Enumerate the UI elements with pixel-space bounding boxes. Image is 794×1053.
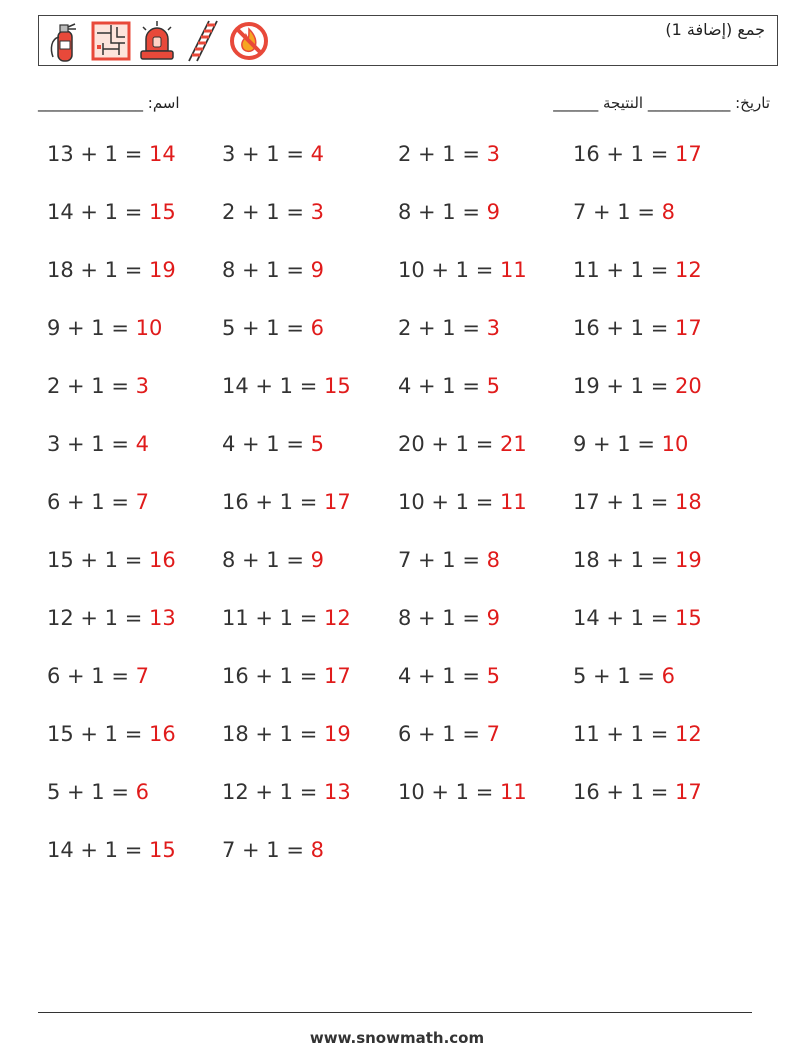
problem-row: [47, 664, 767, 722]
problem-cell: [222, 142, 324, 166]
problem-cell: [398, 780, 527, 804]
problem-cell: [47, 200, 176, 224]
problem-cell: [398, 142, 500, 166]
problem-answer: 6: [661, 664, 675, 688]
problem-expression: 6 + 1 =: [47, 664, 136, 688]
problem-cell: [222, 722, 351, 746]
problem-cell: [573, 374, 702, 398]
problem-answer: 11: [499, 780, 527, 804]
icon-strip: [45, 19, 269, 63]
problem-answer: 12: [674, 722, 702, 746]
problem-expression: 20 + 1 =: [398, 432, 500, 456]
footer-divider: [38, 1012, 752, 1013]
problem-expression: 10 + 1 =: [398, 258, 500, 282]
problem-answer: 9: [310, 548, 324, 572]
problem-answer: 17: [674, 780, 702, 804]
problem-expression: 15 + 1 =: [47, 548, 149, 572]
problem-cell: [573, 664, 675, 688]
problem-expression: 7 + 1 =: [573, 200, 662, 224]
problem-answer: 10: [135, 316, 163, 340]
problem-cell: [222, 374, 351, 398]
problem-answer: 3: [310, 200, 324, 224]
problem-answer: 19: [148, 258, 176, 282]
problem-expression: 16 + 1 =: [573, 142, 675, 166]
problem-answer: 15: [674, 606, 702, 630]
floor-plan-icon: [91, 19, 131, 63]
problem-answer: 13: [323, 780, 351, 804]
problem-expression: 7 + 1 =: [398, 548, 487, 572]
problem-answer: 14: [148, 142, 176, 166]
problem-expression: 16 + 1 =: [222, 664, 324, 688]
problem-row: [47, 722, 767, 780]
problem-cell: [398, 722, 500, 746]
problem-answer: 13: [148, 606, 176, 630]
problem-expression: 14 + 1 =: [222, 374, 324, 398]
problem-row: [47, 258, 767, 316]
date-score-field[interactable]: تاريخ: ___________ النتيجة ______: [553, 94, 770, 112]
problem-expression: 13 + 1 =: [47, 142, 149, 166]
problem-expression: 14 + 1 =: [47, 838, 149, 862]
problem-row: [47, 606, 767, 664]
problem-cell: [222, 200, 324, 224]
problem-answer: 12: [674, 258, 702, 282]
problem-answer: 9: [486, 200, 500, 224]
problem-answer: 17: [674, 142, 702, 166]
problem-cell: [573, 490, 702, 514]
problem-expression: 12 + 1 =: [222, 780, 324, 804]
problem-answer: 15: [148, 838, 176, 862]
problem-expression: 19 + 1 =: [573, 374, 675, 398]
problem-answer: 12: [323, 606, 351, 630]
problem-row: [47, 838, 767, 896]
problem-expression: 14 + 1 =: [47, 200, 149, 224]
problem-cell: [222, 258, 324, 282]
problem-answer: 5: [486, 664, 500, 688]
problem-expression: 14 + 1 =: [573, 606, 675, 630]
problem-cell: [398, 316, 500, 340]
problem-cell: [398, 200, 500, 224]
header-box: [38, 15, 778, 66]
problem-expression: 18 + 1 =: [573, 548, 675, 572]
problem-cell: [398, 374, 500, 398]
problem-expression: 9 + 1 =: [47, 316, 136, 340]
problem-expression: 16 + 1 =: [573, 316, 675, 340]
problem-expression: 5 + 1 =: [222, 316, 311, 340]
problem-row: [47, 200, 767, 258]
problem-expression: 11 + 1 =: [573, 722, 675, 746]
problem-expression: 16 + 1 =: [573, 780, 675, 804]
problem-cell: [573, 200, 675, 224]
problem-expression: 4 + 1 =: [222, 432, 311, 456]
problem-cell: [47, 316, 162, 340]
problem-expression: 2 + 1 =: [47, 374, 136, 398]
problem-expression: 12 + 1 =: [47, 606, 149, 630]
problem-cell: [47, 722, 176, 746]
problem-cell: [222, 490, 351, 514]
problem-expression: 4 + 1 =: [398, 664, 487, 688]
problem-answer: 5: [486, 374, 500, 398]
problem-expression: 9 + 1 =: [573, 432, 662, 456]
problem-answer: 7: [135, 490, 149, 514]
problem-answer: 9: [486, 606, 500, 630]
problem-answer: 17: [323, 490, 351, 514]
problem-expression: 17 + 1 =: [573, 490, 675, 514]
problem-row: [47, 548, 767, 606]
problem-expression: 10 + 1 =: [398, 780, 500, 804]
problem-answer: 8: [661, 200, 675, 224]
problem-expression: 16 + 1 =: [222, 490, 324, 514]
name-field[interactable]: اسم: ______________: [38, 94, 180, 112]
problem-answer: 8: [486, 548, 500, 572]
problem-answer: 16: [148, 722, 176, 746]
alarm-siren-icon: [137, 19, 177, 63]
problem-cell: [47, 490, 149, 514]
problem-expression: 7 + 1 =: [222, 838, 311, 862]
problem-cell: [398, 490, 527, 514]
problem-expression: 6 + 1 =: [47, 490, 136, 514]
problem-expression: 2 + 1 =: [222, 200, 311, 224]
problem-cell: [573, 722, 702, 746]
problem-answer: 21: [499, 432, 527, 456]
problem-answer: 3: [486, 142, 500, 166]
problem-cell: [47, 780, 149, 804]
problem-cell: [573, 142, 702, 166]
problem-cell: [222, 548, 324, 572]
problem-cell: [573, 258, 702, 282]
problem-expression: 18 + 1 =: [47, 258, 149, 282]
ladder-icon: [183, 19, 223, 63]
problem-expression: 18 + 1 =: [222, 722, 324, 746]
problem-answer: 5: [310, 432, 324, 456]
problem-answer: 11: [499, 258, 527, 282]
problem-expression: 6 + 1 =: [398, 722, 487, 746]
problem-expression: 5 + 1 =: [47, 780, 136, 804]
problem-answer: 19: [674, 548, 702, 572]
problem-answer: 6: [135, 780, 149, 804]
problem-cell: [573, 780, 702, 804]
problem-expression: 8 + 1 =: [222, 258, 311, 282]
problem-answer: 7: [486, 722, 500, 746]
problem-cell: [47, 664, 149, 688]
problem-answer: 20: [674, 374, 702, 398]
problem-answer: 11: [499, 490, 527, 514]
problem-answer: 15: [148, 200, 176, 224]
problem-row: [47, 432, 767, 490]
problem-answer: 18: [674, 490, 702, 514]
problem-answer: 10: [661, 432, 689, 456]
problem-answer: 3: [486, 316, 500, 340]
problem-expression: 11 + 1 =: [222, 606, 324, 630]
problem-answer: 6: [310, 316, 324, 340]
problem-answer: 7: [135, 664, 149, 688]
problem-cell: [222, 316, 324, 340]
problem-cell: [47, 374, 149, 398]
problem-expression: 3 + 1 =: [222, 142, 311, 166]
footer-site[interactable]: www.snowmath.com: [309, 1029, 485, 1047]
problem-answer: 4: [135, 432, 149, 456]
problem-answer: 9: [310, 258, 324, 282]
problem-answer: 3: [135, 374, 149, 398]
problem-answer: 19: [323, 722, 351, 746]
problem-row: [47, 780, 767, 838]
no-fire-icon: [229, 19, 269, 63]
problem-cell: [398, 432, 527, 456]
problem-cell: [47, 838, 176, 862]
problem-cell: [47, 606, 176, 630]
problem-row: [47, 490, 767, 548]
problem-expression: 8 + 1 =: [222, 548, 311, 572]
problem-expression: 3 + 1 =: [47, 432, 136, 456]
worksheet-title: جمع (إضافة 1): [665, 20, 765, 39]
problem-cell: [398, 606, 500, 630]
problem-cell: [573, 548, 702, 572]
problem-cell: [222, 606, 351, 630]
problem-cell: [398, 548, 500, 572]
problem-answer: 4: [310, 142, 324, 166]
problem-cell: [222, 838, 324, 862]
problem-cell: [222, 432, 324, 456]
problem-grid: [47, 142, 767, 896]
problem-cell: [47, 548, 176, 572]
problem-answer: 17: [323, 664, 351, 688]
problem-expression: 15 + 1 =: [47, 722, 149, 746]
problem-cell: [573, 316, 702, 340]
problem-cell: [573, 606, 702, 630]
problem-cell: [398, 664, 500, 688]
problem-expression: 2 + 1 =: [398, 142, 487, 166]
problem-cell: [222, 780, 351, 804]
problem-expression: 2 + 1 =: [398, 316, 487, 340]
problem-row: [47, 374, 767, 432]
problem-cell: [47, 142, 176, 166]
problem-expression: 5 + 1 =: [573, 664, 662, 688]
problem-expression: 8 + 1 =: [398, 200, 487, 224]
fire-extinguisher-icon: [45, 19, 85, 63]
problem-cell: [398, 258, 527, 282]
problem-cell: [47, 258, 176, 282]
problem-expression: 8 + 1 =: [398, 606, 487, 630]
problem-expression: 11 + 1 =: [573, 258, 675, 282]
problem-answer: 8: [310, 838, 324, 862]
problem-expression: 4 + 1 =: [398, 374, 487, 398]
problem-expression: 10 + 1 =: [398, 490, 500, 514]
problem-cell: [573, 432, 688, 456]
problem-cell: [47, 432, 149, 456]
problem-row: [47, 316, 767, 374]
problem-cell: [222, 664, 351, 688]
problem-row: [47, 142, 767, 200]
problem-answer: 15: [323, 374, 351, 398]
problem-answer: 17: [674, 316, 702, 340]
problem-answer: 16: [148, 548, 176, 572]
